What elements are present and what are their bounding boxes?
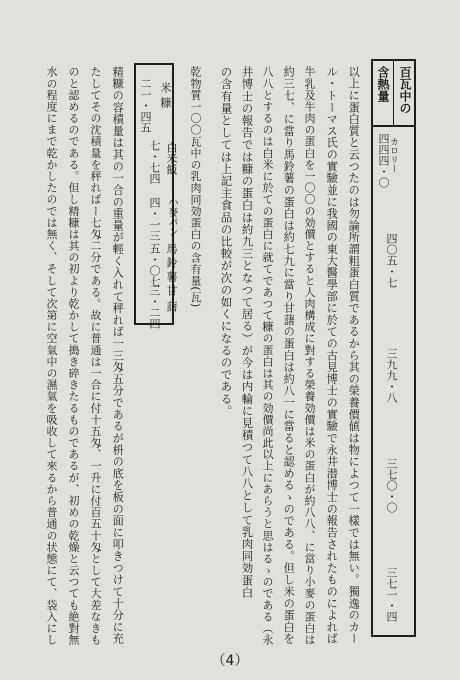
protein-col-header: 米糠: [159, 82, 172, 112]
paragraph-line: ル・トーマス氏の實驗並に我國の東大醫學部に於ての古見博士の實驗で永井潜博士の報告されたものによれば: [325, 66, 339, 645]
table-header-top: 百瓦中の: [398, 66, 412, 114]
page-number: （4）: [211, 653, 249, 669]
table-unit-label: カロリー: [388, 137, 398, 173]
paragraph-line: の含有量としては上記主食品の比較が次の如くになるのである。: [219, 66, 234, 417]
paragraph-line: 井博士の報告では糠の蛋白は約九三となつて居る）が今は内輪に見積つて八八として乳肉同効蛋白: [240, 66, 255, 599]
table-value: 三七一・四: [385, 567, 398, 622]
table-caption: 乾物質一〇〇瓦中の乳肉同効蛋白の含有量(瓦): [189, 66, 202, 308]
paragraph-line: たしてその沈積量を秤ればー七匁二分である。故に普通は一合に付十五匁、一升に付百五十匁として大差なきも: [88, 66, 102, 646]
protein-col-header: 小麥パン: [166, 197, 177, 237]
paragraph-line: 八八とするのは白米に於ての蛋白に就てであつて糠の蛋白は其の効價尚此以上にあらうと思はるゝのである（永: [260, 66, 274, 646]
protein-value: 二一・四五: [139, 78, 152, 133]
protein-value: 五・〇七: [148, 243, 161, 287]
protein-col-header: 馬鈴薯: [165, 243, 178, 285]
protein-value: 四・一三: [148, 197, 161, 241]
paragraph-line: のと認めるのである。但し精糠は其の初より乾かして搗き碎きたるものであるが、初めの乾燥と云つても絶對無: [66, 66, 80, 646]
paragraph-line: 牛乳及牛肉の蛋白を一〇〇の効價とすると人肉構成に對する榮養効價は米の蛋白が約八八、に當り小麥の蛋白は: [302, 66, 316, 646]
table-value: 三九九・八: [385, 348, 398, 403]
table-header-divider: [393, 59, 394, 125]
paragraph-line: 水の程度にまで乾かしたのでは無く、そして次第に空氣中の濕氣を吸收して來るから普通の状態にて、袋入にし: [44, 66, 58, 646]
protein-value: 三・二四: [148, 285, 161, 329]
table-value-first: 四四四・〇: [377, 133, 390, 188]
protein-col-header: 甘藷: [165, 285, 178, 317]
table-value: 三七〇・〇: [385, 458, 398, 513]
protein-value: 七・七四: [148, 140, 161, 184]
paragraph-line: 精糠の容積量は其の一合の重量が輕く入れて秤れば一三匁五分であるが枡の底を板の面に叩きつけて十分に充: [111, 66, 125, 645]
table-value: 四〇五・七: [385, 233, 398, 288]
protein-col-header: 白米飯: [165, 142, 178, 175]
paragraph-line: 約三七、に當り馬鈴薯の蛋白は約七九に當り甘藷の蛋白は約八一に當ると認めるゝのである。但し米の蛋白を: [282, 66, 296, 645]
table-header-bottom: 含熱量: [376, 66, 390, 102]
paragraph-line: 以上に蛋白質と云つたのは勿論所謂粗蛋白質であるから其の榮養價値は物によつて一樣では無い。獨逸のカー: [347, 66, 361, 645]
table-header-rule: [371, 125, 416, 127]
